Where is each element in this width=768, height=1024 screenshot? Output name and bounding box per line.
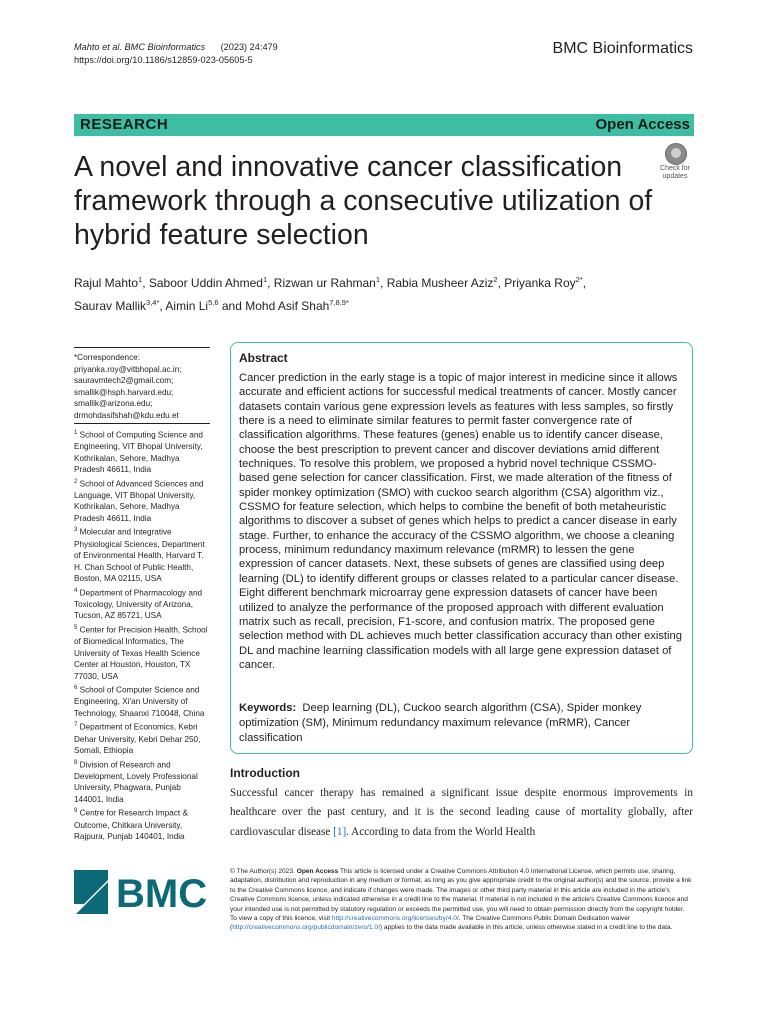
affiliation-text: School of Advanced Sciences and Language, VIT Bhopal University, Kothrikalan, Sehore, Madhya Pradesh 46611, India [74,479,204,523]
author-affiliation-sup: 1 [138,275,143,284]
license-body: This article is licensed under a Creative Commons Attribution 4.0 International License, which permits use, sharing, adaptation, distribution and reproduction in any medium or format, as long as you give appropriate credit to the original author(s) and the source, provide a link to the Creative Commons licence, and indicate if changes were made. The images or other third party material in this article are included in the article's Creative Commons licence, unless indicated otherwise in a credit line to the material. If material is not included in the article's Creative Commons licence and your intended use is not permitted by statutory regulation or exceeds the permitted use, you will need to obtain permission directly from the copyright holder. To view a copy of this licence, visit [230,868,692,923]
affiliation-number: 6 [74,685,78,692]
article-type-banner [74,114,694,136]
journal-name: BMC Bioinformatics [552,40,693,57]
author-name[interactable]: Mohd Asif Shah [245,299,330,313]
affiliation-number: 5 [74,624,78,631]
article-title: A novel and innovative cancer classification framework through a consecutive utilization of hybrid feature selection [74,151,653,251]
license-open-access: Open Access [296,868,339,875]
affiliation-item [74,758,210,806]
author-separator: , [159,299,166,313]
author-separator: , [582,276,587,290]
author-name[interactable]: Rajul Mahto [74,276,139,290]
author-name[interactable]: Priyanka Roy [504,276,576,290]
affiliation-item [74,720,210,756]
affiliation-text: Centre for Research Impact & Outcome, Chitkara University, Rajpura, Punjab 140401, India [74,809,188,842]
check-updates-line1: Check for [660,165,690,172]
affiliation-item [74,525,210,584]
affiliation-text: Center for Precision Health, School of Biomedical Informatics, The University of Texas Health Science Center at Houston, Houston, TX 77030, USA [74,625,208,681]
correspondence-label: *Correspondence: [74,353,140,362]
author-name[interactable]: Aimin Li [165,299,209,313]
keywords-label: Keywords: [239,702,297,714]
affiliation-number: 1 [74,430,78,436]
running-header [74,41,278,67]
author-affiliation-sup: 1 [375,275,381,284]
abstract-heading: Abstract [239,351,288,365]
correspondence-emails[interactable]: priyanka.roy@vitbhopal.ac.in; sauravmtech2@gmail.com; smallik@hsph.harvard.edu; smallik@arizona.edu; drmohdasifshah@kdu.edu.et [74,364,182,420]
journal-cite: Mahto et al. BMC Bioinformatics [74,42,206,52]
keywords [239,701,687,746]
keywords-text: Deep learning (DL), Cuckoo search algorithm (CSA), Spider monkey optimization (SM), Minimum redundancy maximum relevance (mRMR), Cancer classification [239,702,642,744]
affiliation-text: Department of Pharmacology and Toxicology, University of Arizona, Tucson, AZ 85721, USA [74,588,203,621]
license-text [230,867,693,933]
check-updates-icon [665,143,687,165]
author-affiliation-sup: 2* [575,275,583,284]
affiliation-number: 8 [74,759,78,766]
author-separator: , [380,276,387,290]
author-affiliation-sup: 1 [262,275,268,284]
license-prefix: © The Author(s) 2023. [230,868,295,875]
affiliation-text: Molecular and Integrative Physiological Sciences, Department of Environmental Health, Harvard T. H. Chan School of Public Health, Boston, MA 02115, USA [74,528,205,584]
affiliation-number: 7 [74,722,78,729]
affiliation-item [74,477,210,525]
author-separator: , [497,276,505,290]
introduction-heading: Introduction [230,766,300,780]
affiliations-sidebar [74,345,210,844]
affiliation-text: Department of Economics, Kebri Dehar University, Kebri Dehar 250, Somali, Ethiopia [74,723,201,756]
affiliation-number: 3 [74,527,78,534]
affiliation-number: 4 [74,587,78,594]
affiliation-item [74,806,210,842]
affiliation-item [74,683,210,719]
check-updates-line2: updates [662,172,688,180]
author-name[interactable]: Rizwan ur Rahman [273,276,376,290]
year-volume: (2023) 24:479 [220,42,278,52]
license-mid: . The Creative Commons Public Domain Dedication waiver ( [230,915,631,932]
affiliation-item [74,623,210,682]
affiliation-number: 2 [74,478,78,485]
affiliation-number: 9 [74,808,78,815]
abstract-box [230,342,693,754]
affiliation-text: Division of Research and Development, Lovely Professional University, Phagwara, Punjab 144001, India [74,760,198,804]
license-end: ) applies to the data made available in this article, unless otherwise stated in a credit line to the data. [379,924,673,932]
author-list [74,270,674,316]
affiliation-list [74,428,210,843]
affiliation-item [74,428,210,476]
license-link-by[interactable]: http://creativecommons.org/licenses/by/4.0/ [331,915,459,923]
affiliation-text: School of Computing Science and Engineering, VIT Bhopal University, Kothrikalan, Sehore, Madhya Pradesh 46611, India [74,430,203,475]
check-for-updates-button[interactable] [656,143,694,179]
author-separator: , [267,276,274,290]
author-name[interactable]: Saboor Uddin Ahmed [148,276,263,290]
affiliation-text: School of Computer Science and Engineering, Xi'an University of Technology, Shaanxi 710048, China [74,685,205,718]
author-affiliation-sup: 7,8,9* [329,298,349,307]
bmc-logo-text: BMC [116,872,208,914]
license-link-zero[interactable]: http://creativecommons.org/publicdomain/zero/1.0/ [232,924,380,932]
affiliation-item [74,586,210,622]
intro-text-part1: Successful cancer therapy has remained a significant issue despite enormous improvements in healthcare over the past century, and it is the second leading cause of mortality globally, after cardiovascular disease [230,787,693,838]
author-affiliation-sup: 5,6 [208,298,219,307]
bmc-logo-icon [74,870,214,914]
author-name[interactable]: Saurav Mallik [74,299,147,313]
author-separator: , [142,276,149,290]
citation-link[interactable]: [1] [333,825,347,838]
author-separator: and [218,299,246,313]
author-affiliation-sup: 2 [493,275,498,284]
author-affiliation-sup: 3,4* [146,298,160,307]
article-type-label: RESEARCH [80,116,169,133]
intro-text-part2: . According to data from the World Health [346,825,536,838]
open-access-label: Open Access [595,116,690,133]
bmc-logo [74,870,214,914]
doi-link[interactable]: https://doi.org/10.1186/s12859-023-05605-5 [74,55,253,65]
abstract-text: Cancer prediction in the early stage is a topic of major interest in medicine since it allows accurate and efficient actions for successful medical treatments of cancer. Mostly cancer datasets contain various gene expression levels as features with less samples, so firstly there is a need to eliminate similar features to permit faster convergence rate of classification algorithms. These features (genes) enable us to identify cancer disease, choose the best prescription to prevent cancer and discover deviations amid different techniques. To resolve this problem, we proposed a hybrid novel technique CSSMO-based gene selection for cancer classification. First, we made alteration of the fitness of spider monkey optimization (SMO) with cuckoo search algorithm (CSA) algorithm viz., CSSMO for feature selection, which helps to combine the benefit of both metaheuristic algorithms to discover a subset of genes which helps to predict a cancer disease in early stage. Further, to enhance the accuracy of the CSSMO algorithm, we choose a cleaning process, minimum redundancy maximum relevance (mRMR) to lessen the gene expression of cancer datasets. Next, these subsets of genes are classified using deep learning (DL) to identify different groups or classes related to a particular cancer disease. Eight different benchmark microarray gene expression datasets of cancer have been utilized to analyze the performance of the proposed approach with different evaluation matrix such as recall, precision, F1-score, and confusion matrix. The proposed gene selection method with DL achieves much better classification accuracy than other existing DL and machine learning classification models with all large gene expression dataset of cancer. [239,372,682,671]
introduction-text [230,784,693,842]
author-name[interactable]: Rabia Musheer Aziz [386,276,494,290]
